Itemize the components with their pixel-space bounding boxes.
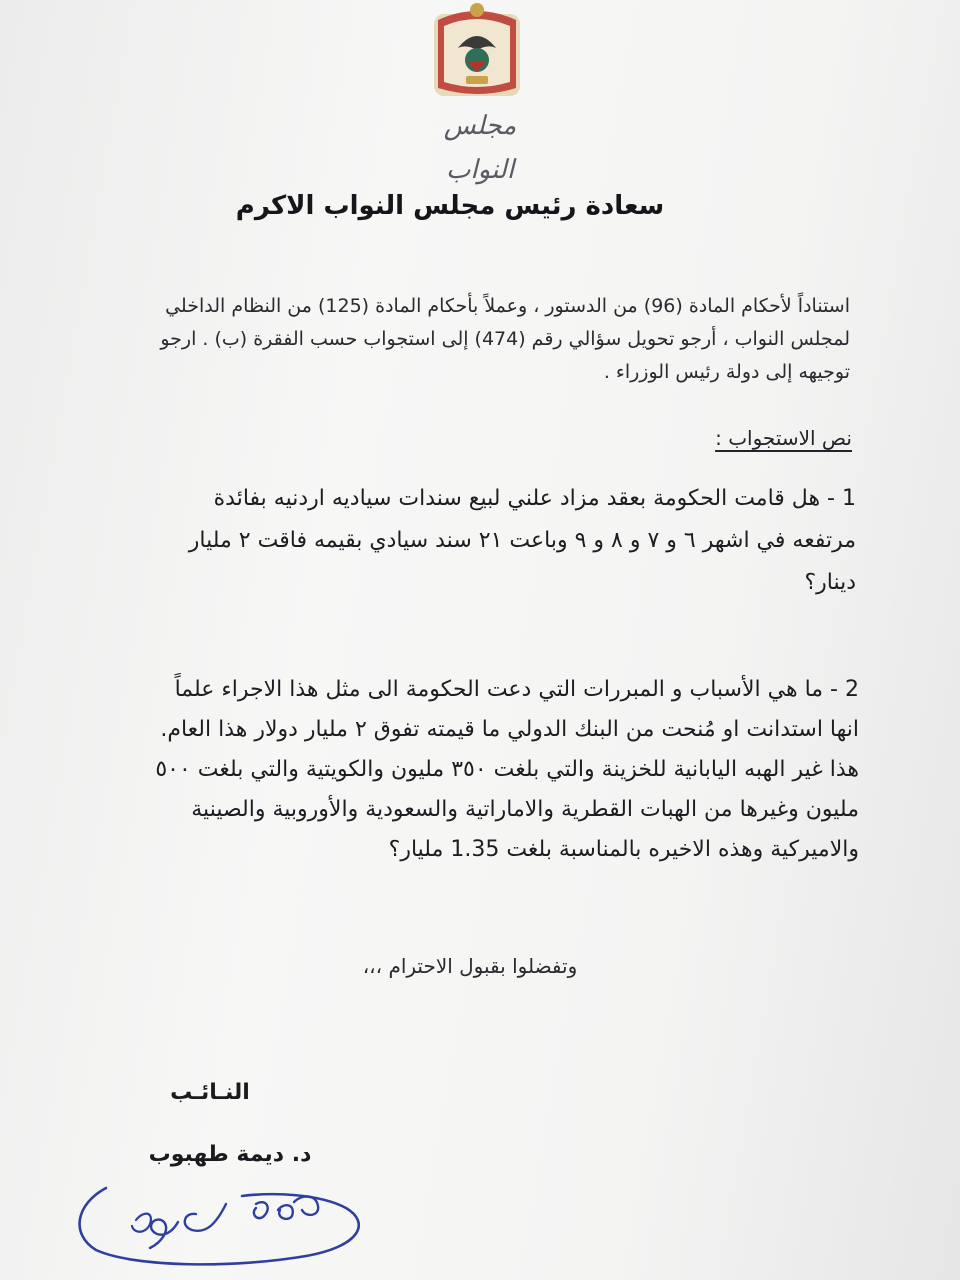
question-2: 2 - ما هي الأسباب و المبررات التي دعت الحكومة الى مثل هذا الاجراء علماً انها استدانت او مُنحت من البنك الدولي ما قيمته تفوق ٢ مليار دولار هذا العام. هذا غير الهبه اليابانية للخزينة والتي بلغت ٣٥٠ مليون والكويتية والتي بلغت ٥٠٠ مليون وغيرها من الهبات القطرية والاماراتية والسعودية والأوروبية والصينية والاميركية وهذه الاخيره بالمناسبة بلغت 1.35 مليار؟ — [155, 677, 859, 862]
deputy-name: د. ديمة طهبوب — [148, 1142, 312, 1167]
handwritten-signature-icon — [66, 1164, 376, 1272]
deputy-title: النـائـب — [170, 1080, 250, 1105]
council-name-logo-text: مجلس النواب — [443, 111, 517, 185]
closing-line: وتفضلوا بقبول الاحترام ،،، — [362, 954, 578, 978]
jordan-coat-of-arms-icon — [428, 0, 526, 100]
interpellation-heading: نص الاستجواب : — [715, 426, 852, 450]
intro-paragraph: استناداً لأحكام المادة (96) من الدستور ، وعملاً بأحكام المادة (125) من النظام الداخلي لمجلس النواب ، أرجو تحويل سؤالي رقم (474) إلى استجواب حسب الفقرة (ب) . ارجو توجيهه إلى دولة رئيس الوزراء . — [160, 295, 850, 383]
letter-title: سعادة رئيس مجلس النواب الاكرم — [235, 191, 665, 221]
question-1: 1 - هل قامت الحكومة بعقد مزاد علني لبيع سندات سياديه اردنيه بفائدة مرتفعه في اشهر ٦ و ٧ و ٨ و ٩ وباعت ٢١ سند سيادي بقيمه فاقت ٢ مليار دينار؟ — [188, 486, 856, 595]
